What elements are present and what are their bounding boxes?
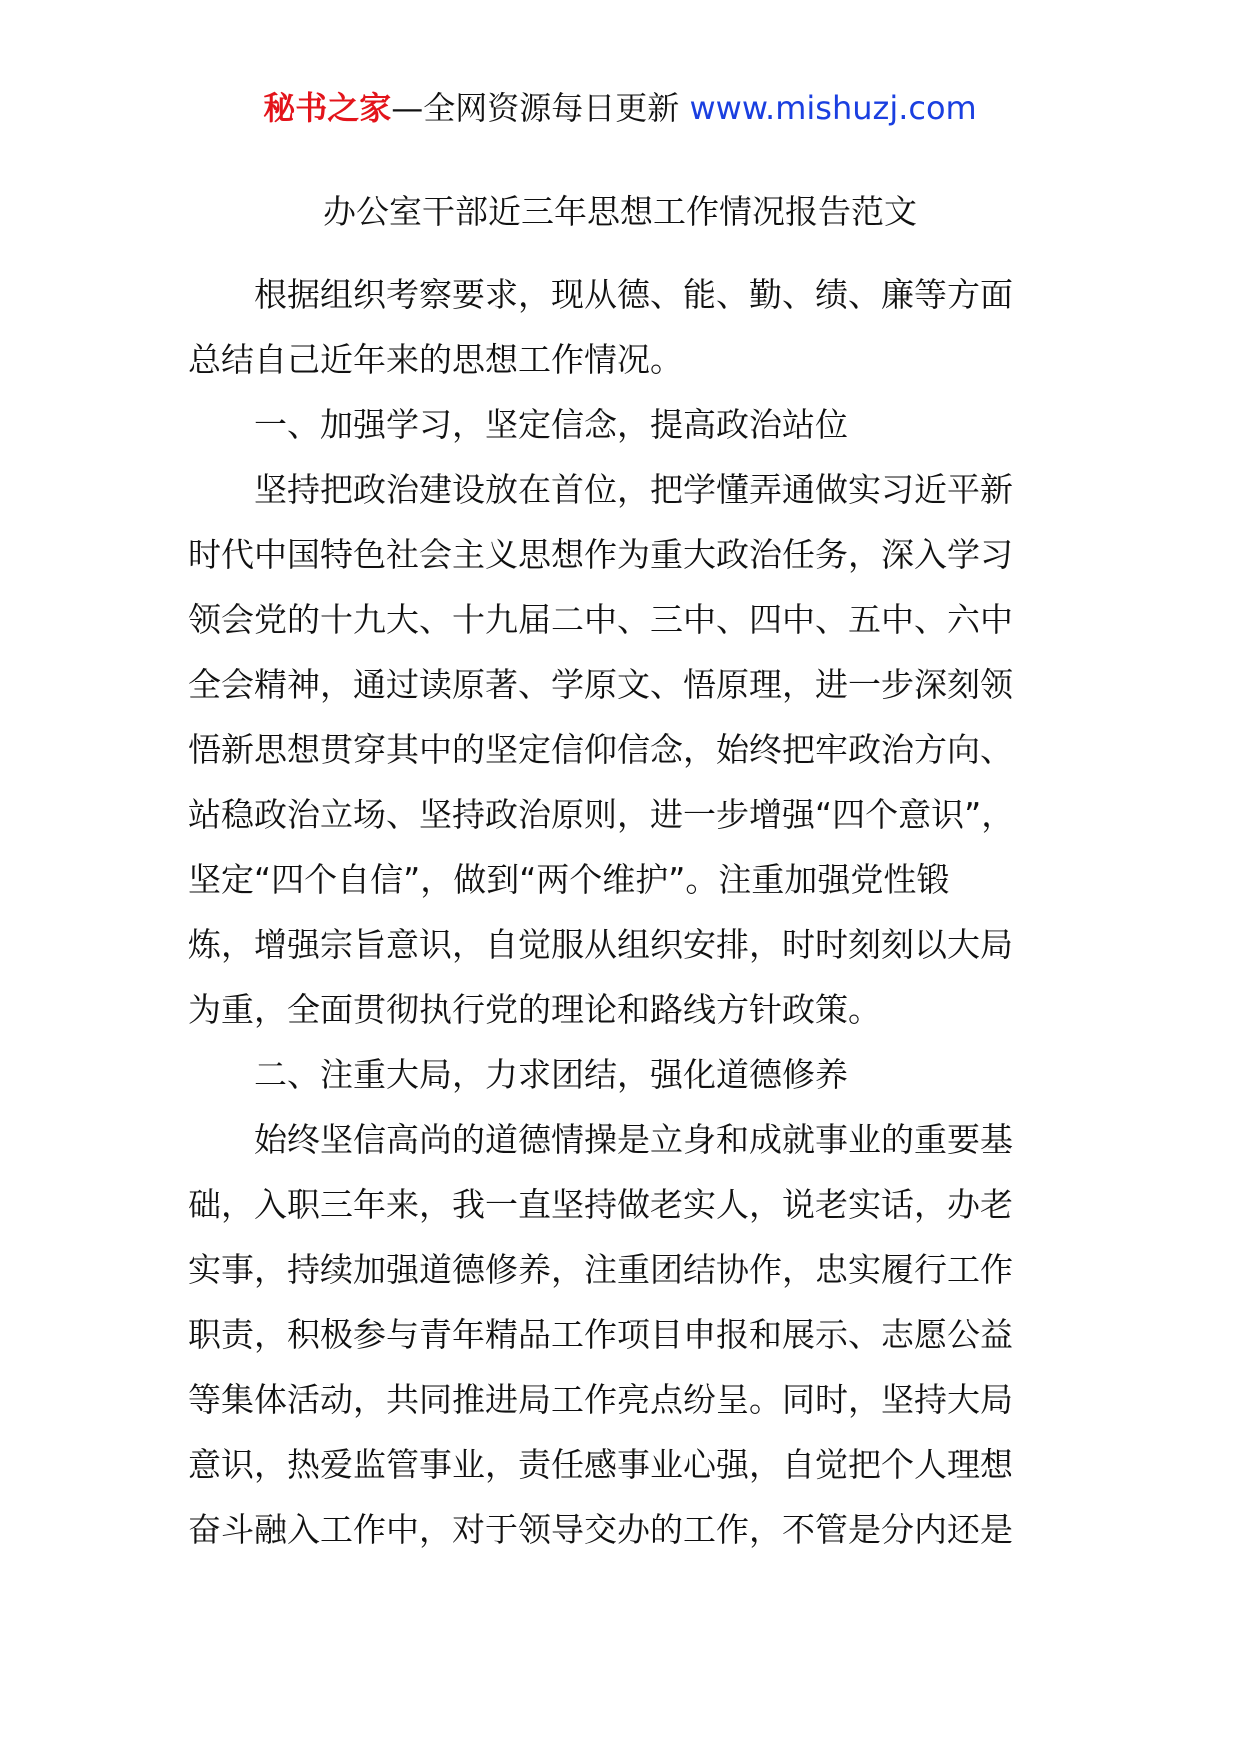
paragraph-line: 意识，热爱监管事业，责任感事业心强，自觉把个人理想 bbox=[188, 1445, 1013, 1484]
paragraph-line: 站稳政治立场、坚持政治原则，进一步增强“四个意识”， bbox=[188, 795, 1015, 834]
brand-name: 秘书之家 bbox=[263, 89, 392, 127]
section-heading: 二、注重大局，力求团结，强化道德修养 bbox=[254, 1055, 848, 1094]
paragraph-line: 为重，全面贯彻执行党的理论和路线方针政策。 bbox=[188, 990, 881, 1029]
site-url-link[interactable]: www.mishuzj.com bbox=[689, 89, 977, 127]
header-tagline: —全网资源每日更新 bbox=[391, 89, 690, 127]
paragraph-line: 实事，持续加强道德修养，注重团结协作，忠实履行工作 bbox=[188, 1250, 1013, 1289]
paragraph-line: 础，入职三年来，我一直坚持做老实人，说老实话，办老 bbox=[188, 1185, 1013, 1224]
paragraph-line: 坚持把政治建设放在首位，把学懂弄通做实习近平新 bbox=[254, 470, 1013, 509]
paragraph-line: 根据组织考察要求，现从德、能、勤、绩、廉等方面 bbox=[254, 275, 1013, 314]
paragraph-line: 职责，积极参与青年精品工作项目申报和展示、志愿公益 bbox=[188, 1315, 1013, 1354]
paragraph-line: 奋斗融入工作中，对于领导交办的工作，不管是分内还是 bbox=[188, 1510, 1013, 1549]
paragraph-line: 始终坚信高尚的道德情操是立身和成就事业的重要基 bbox=[254, 1120, 1013, 1159]
paragraph-line: 时代中国特色社会主义思想作为重大政治任务，深入学习 bbox=[188, 535, 1013, 574]
paragraph-line: 悟新思想贯穿其中的坚定信仰信念，始终把牢政治方向、 bbox=[188, 730, 1013, 769]
document-body bbox=[188, 262, 1068, 1562]
document-title: 办公室干部近三年思想工作情况报告范文 bbox=[323, 192, 917, 231]
site-header bbox=[0, 84, 1240, 132]
paragraph-line: 坚定“四个自信”，做到“两个维护”。注重加强党性锻 bbox=[188, 860, 950, 899]
paragraph-line: 等集体活动，共同推进局工作亮点纷呈。同时，坚持大局 bbox=[188, 1380, 1013, 1419]
section-heading: 一、加强学习，坚定信念，提高政治站位 bbox=[254, 405, 848, 444]
paragraph-line: 全会精神，通过读原著、学原文、悟原理，进一步深刻领 bbox=[188, 665, 1013, 704]
paragraph-line: 炼，增强宗旨意识，自觉服从组织安排，时时刻刻以大局 bbox=[188, 925, 1013, 964]
paragraph-line: 总结自己近年来的思想工作情况。 bbox=[188, 340, 683, 379]
paragraph-line: 领会党的十九大、十九届二中、三中、四中、五中、六中 bbox=[188, 600, 1013, 639]
